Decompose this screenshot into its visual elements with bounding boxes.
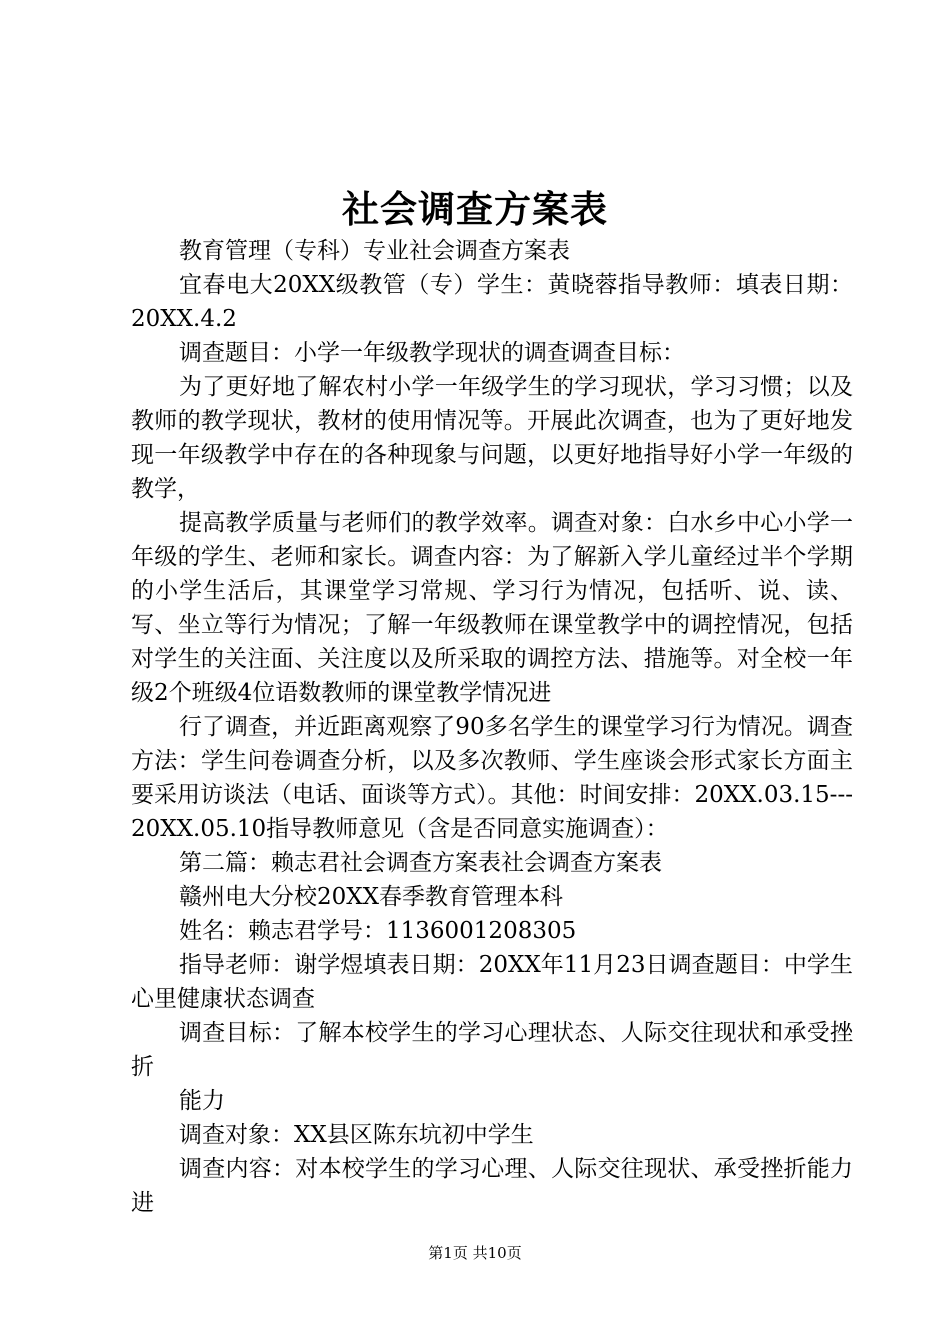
- paragraph: 行了调查，并近距离观察了90多名学生的课堂学习行为情况。调查方法：学生问卷调查分析，以及多次教师、学生座谈会形式家长方面主要采用访谈法（电话、面谈等方式）。其他：时间安排：20XX.03.15---20XX.05.10指导教师意见（含是否同意实施调查）：: [131, 714, 853, 842]
- paragraph: 赣州电大分校20XX春季教育管理本科: [179, 884, 564, 910]
- paragraph: 调查对象：XX县区陈东坑初中学生: [179, 1122, 534, 1148]
- paragraph: 第二篇：赖志君社会调查方案表社会调查方案表: [179, 850, 662, 876]
- paragraph: 调查题目：小学一年级教学现状的调查调查目标：: [179, 340, 685, 366]
- page-number-label: 第1页 共10页: [428, 1244, 522, 1262]
- paragraph: 姓名：赖志君学号：1136001208305: [179, 918, 577, 944]
- paragraph: 能力: [179, 1088, 225, 1114]
- paragraph: 教育管理（专科）专业社会调查方案表: [179, 238, 570, 264]
- paragraph: 调查内容：对本校学生的学习心理、人际交往现状、承受挫折能力进: [131, 1156, 853, 1216]
- paragraph: 为了更好地了解农村小学一年级学生的学习现状，学习习惯；以及教师的教学现状，教材的使用情况等。开展此次调查，也为了更好地发现一年级教学中存在的各种现象与问题，以更好地指导好小学一年级的教学，: [131, 374, 853, 502]
- page-footer: [0, 1243, 950, 1263]
- document-body: [131, 234, 853, 1220]
- paragraph: 宜春电大20XX级教管（专）学生：黄晓蓉指导教师：填表日期：20XX.4.2: [131, 272, 853, 332]
- paragraph: 指导老师：谢学煜填表日期：20XX年11月23日调查题目：中学生心里健康状态调查: [131, 952, 853, 1012]
- paragraph: 调查目标：了解本校学生的学习心理状态、人际交往现状和承受挫折: [131, 1020, 853, 1080]
- paragraph: 提高教学质量与老师们的教学效率。调查对象：白水乡中心小学一年级的学生、老师和家长。调查内容：为了解新入学儿童经过半个学期的小学生活后，其课堂学习常规、学习行为情况，包括听、说、读、写、坐立等行为情况；了解一年级教师在课堂教学中的调控情况，包括对学生的关注面、关注度以及所采取的调控方法、措施等。对全校一年级2个班级4位语数教师的课堂教学情况进: [131, 510, 853, 706]
- document-title: 社会调查方案表: [342, 187, 608, 231]
